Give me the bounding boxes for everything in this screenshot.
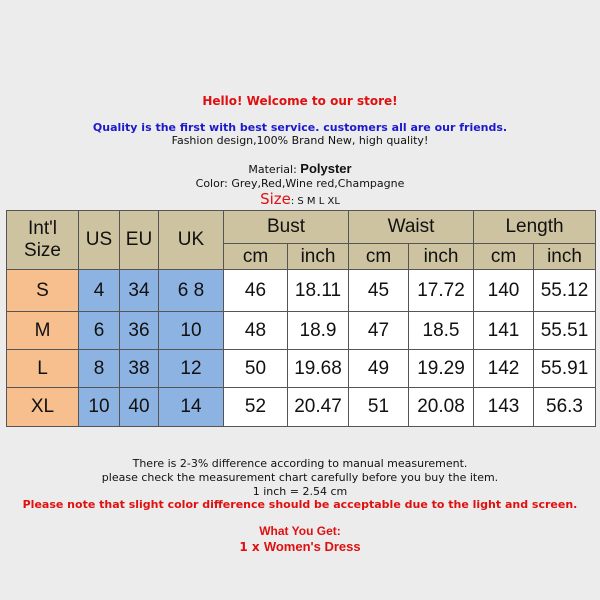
table-row bbox=[7, 350, 596, 388]
cell-length-cm: 143 bbox=[474, 388, 534, 427]
header-intl-size: Int'l Size bbox=[7, 211, 79, 270]
cell-uk: 12 bbox=[159, 350, 224, 388]
material-label: Material: bbox=[248, 163, 301, 176]
check-note: please check the measurement chart carefully before you buy the item. bbox=[101, 471, 499, 484]
cell-us: 10 bbox=[79, 388, 120, 427]
package-contents bbox=[0, 540, 600, 554]
cell-waist-cm: 49 bbox=[349, 350, 409, 388]
cell-waist-inch: 18.5 bbox=[409, 312, 474, 350]
table-row bbox=[7, 270, 596, 312]
cell-waist-inch: 19.29 bbox=[409, 350, 474, 388]
header-waist: Waist bbox=[349, 211, 474, 244]
cell-bust-cm: 48 bbox=[224, 312, 288, 350]
size-label: Size bbox=[260, 190, 291, 208]
color-text: Color: Grey,Red,Wine red,Champagne bbox=[195, 177, 405, 190]
cell-length-inch: 56.3 bbox=[534, 388, 596, 427]
cell-waist-inch: 20.08 bbox=[409, 388, 474, 427]
cell-bust-inch: 20.47 bbox=[288, 388, 349, 427]
cell-length-inch: 55.91 bbox=[534, 350, 596, 388]
cell-intl-size: S bbox=[7, 270, 79, 312]
header-us: US bbox=[79, 211, 120, 270]
header-eu: EU bbox=[120, 211, 159, 270]
cell-uk: 6 8 bbox=[159, 270, 224, 312]
cell-length-inch: 55.12 bbox=[534, 270, 596, 312]
cell-waist-cm: 45 bbox=[349, 270, 409, 312]
cell-bust-cm: 52 bbox=[224, 388, 288, 427]
cell-bust-cm: 50 bbox=[224, 350, 288, 388]
header-waist-cm: cm bbox=[349, 244, 409, 270]
cell-bust-inch: 18.9 bbox=[288, 312, 349, 350]
cell-length-cm: 141 bbox=[474, 312, 534, 350]
header-uk: UK bbox=[159, 211, 224, 270]
header-length-cm: cm bbox=[474, 244, 534, 270]
material-text bbox=[0, 162, 600, 177]
package-item: Women's Dress bbox=[263, 539, 361, 554]
cell-waist-inch: 17.72 bbox=[409, 270, 474, 312]
size-chart-table bbox=[6, 210, 596, 427]
what-you-get: What You Get: bbox=[259, 524, 341, 538]
cell-uk: 14 bbox=[159, 388, 224, 427]
cell-us: 6 bbox=[79, 312, 120, 350]
fashion-text: Fashion design,100% Brand New, high quality! bbox=[171, 134, 429, 147]
cell-uk: 10 bbox=[159, 312, 224, 350]
welcome-text: Hello! Welcome to our store! bbox=[202, 94, 398, 108]
cell-intl-size: L bbox=[7, 350, 79, 388]
cell-bust-inch: 19.68 bbox=[288, 350, 349, 388]
cell-waist-cm: 51 bbox=[349, 388, 409, 427]
quality-text: Quality is the first with best service. customers all are our friends. bbox=[92, 121, 508, 134]
header-bust-inch: inch bbox=[288, 244, 349, 270]
header-length-inch: inch bbox=[534, 244, 596, 270]
table-row bbox=[7, 312, 596, 350]
inch-conversion: 1 inch = 2.54 cm bbox=[252, 485, 348, 498]
color-difference-note: Please note that slight color difference should be acceptable due to the light and screen. bbox=[22, 498, 578, 511]
header-bust: Bust bbox=[224, 211, 349, 244]
cell-eu: 36 bbox=[120, 312, 159, 350]
cell-intl-size: XL bbox=[7, 388, 79, 427]
cell-eu: 40 bbox=[120, 388, 159, 427]
cell-length-cm: 142 bbox=[474, 350, 534, 388]
size-text bbox=[0, 192, 600, 209]
cell-length-inch: 55.51 bbox=[534, 312, 596, 350]
header-length: Length bbox=[474, 211, 596, 244]
cell-eu: 38 bbox=[120, 350, 159, 388]
cell-eu: 34 bbox=[120, 270, 159, 312]
cell-us: 4 bbox=[79, 270, 120, 312]
material-value: Polyster bbox=[300, 161, 352, 176]
cell-bust-cm: 46 bbox=[224, 270, 288, 312]
cell-us: 8 bbox=[79, 350, 120, 388]
cell-intl-size: M bbox=[7, 312, 79, 350]
difference-note: There is 2-3% difference according to manual measurement. bbox=[132, 457, 468, 470]
cell-bust-inch: 18.11 bbox=[288, 270, 349, 312]
header-waist-inch: inch bbox=[409, 244, 474, 270]
cell-waist-cm: 47 bbox=[349, 312, 409, 350]
package-qty: 1 x bbox=[239, 540, 264, 554]
size-value: : S M L XL bbox=[290, 196, 340, 207]
cell-length-cm: 140 bbox=[474, 270, 534, 312]
header-bust-cm: cm bbox=[224, 244, 288, 270]
table-row bbox=[7, 388, 596, 427]
